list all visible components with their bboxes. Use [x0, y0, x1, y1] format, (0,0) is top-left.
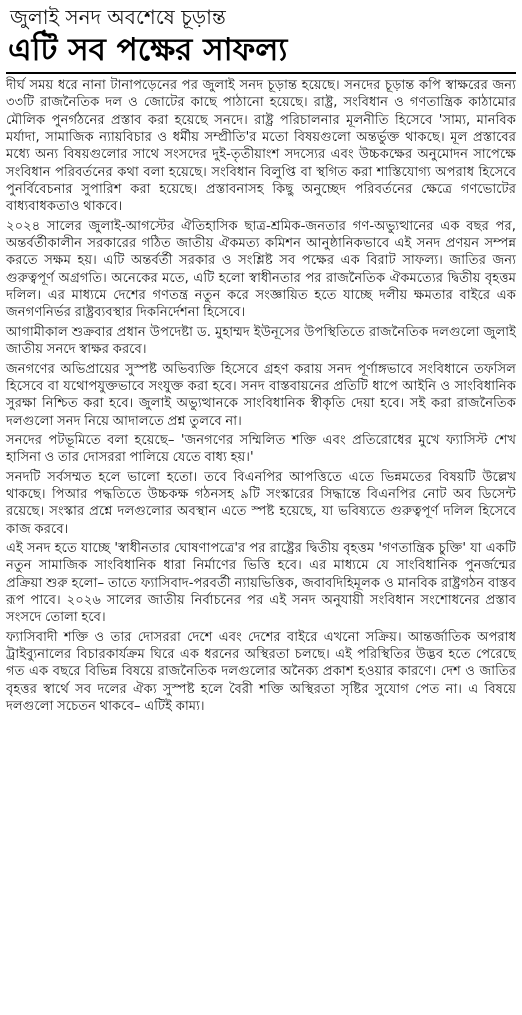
article-paragraph-1: দীর্ঘ সময় ধরে নানা টানাপড়েনের পর জুলাই সনদ চূড়ান্ত হয়েছে। সনদের চূড়ান্ত কপি স্বাক্ষরের জন্য ৩৩টি রাজনৈতিক দল ও জোটের কাছে পাঠানো হয়েছে। রাষ্ট্র, সংবিধান ও গণতান্ত্রিক কাঠামোর মৌলিক পুনর্গঠনের প্রস্তাব করা হয়েছে সনদে। রাষ্ট্র পরিচালনার মূলনীতি হিসেবে 'সাম্য, মানবিক মর্যাদা, সামাজিক ন্যায়বিচার ও ধর্মীয় সম্প্রীতি'র মতো বিষয়গুলো অন্তর্ভুক্ত থাকছে। মূল প্রস্তাবের মধ্যে অন্য বিষয়গুলোর সাথে সংসদের দুই-তৃতীয়াংশ সদস্যের এবং উচ্চকক্ষের অনুমোদন সাপেক্ষে সংবিধান পরিবর্তনের কথা বলা হয়েছে। সংবিধান বিলুপ্তি বা স্থগিত করা শাস্তিযোগ্য অপরাধ হিসেবে পুনর্বিবেচনার সুপারিশ করা হয়েছে। প্রস্তাবনাসহ কিছু অনুচ্ছেদ পরিবর্তনের ক্ষেত্রে গণভোটের বাধ্যবাধকতাও থাকবে। [6, 78, 516, 215]
headline-divider [6, 72, 516, 74]
article-paragraph-6: সনদটি সর্বসম্মত হলে ভালো হতো। তবে বিএনপির আপত্তিতে এতে ভিন্নমতের বিষয়টি উল্লেখ থাকছে। পিআর পদ্ধতিতে উচ্চকক্ষ গঠনসহ ৯টি সংস্কারের সিদ্ধান্তে বিএনপির নোট অব ডিসেন্ট রয়েছে। সংস্কার প্রশ্নে দলগুলোর অবস্থান এতে স্পষ্ট হয়েছে, যা ভবিষ্যতে গুরুত্বপূর্ণ দলিল হিসেবে কাজ করবে। [6, 469, 516, 537]
article-paragraph-3: আগামীকাল শুক্রবার প্রধান উপদেষ্টা ড. মুহাম্মদ ইউনূসের উপস্থিতিতে রাজনৈতিক দলগুলো জুলাই জাতীয় সনদে স্বাক্ষর করবে। [6, 324, 516, 358]
article-paragraph-8: ফ্যাসিবাদী শক্তি ও তার দোসররা দেশে এবং দেশের বাইরে এখনো সক্রিয়। আন্তর্জাতিক অপরাধ ট্রাইব্যুনালের বিচারকার্যক্রম ঘিরে এক ধরনের অস্থিরতা চলছে। এই পরিস্থিতির উদ্ভব হতে পেরেছে গত এক বছরে বিভিন্ন বিষয়ে রাজনৈতিক দলগুলোর অনৈক্য প্রকাশ হওয়ার কারণে। দেশ ও জাতির বৃহত্তর স্বার্থে সব দলের ঐক্য সুস্পষ্ট হলে বৈরী শক্তি অস্থিরতা সৃষ্টির সুযোগ পেত না। এ বিষয়ে দলগুলো সচেতন থাকবে– এটিই কাম্য। [6, 629, 516, 715]
article-kicker: জুলাই সনদ অবশেষে চূড়ান্ত [10, 5, 226, 29]
article-paragraph-7: এই সনদ হতে যাচ্ছে 'স্বাধীনতার ঘোষণাপত্রে'র পর রাষ্ট্রের দ্বিতীয় বৃহত্তম 'গণতান্ত্রিক চুক্তি' যা একটি নতুন সামাজিক সাংবিধানিক ধারা নির্মাণের ভিত্তি হবে। এর মাধ্যমে যে সাংবিধানিক পুনর্জন্মের প্রক্রিয়া শুরু হলো– তাতে ফ্যাসিবাদ-পরবর্তী ন্যায়ভিত্তিক, জবাবদিহিমূলক ও মানবিক রাষ্ট্রগঠন বাস্তব রূপ পাবে। ২০২৬ সালের জাতীয় নির্বাচনের পর এই সনদ অনুযায়ী সংবিধান সংশোধনের প্রস্তাব সংসদে তোলা হবে। [6, 540, 516, 626]
article-body [6, 77, 516, 715]
article-headline: এটি সব পক্ষের সাফল্য [8, 32, 288, 68]
article-paragraph-2: ২০২৪ সালের জুলাই-আগস্টের ঐতিহাসিক ছাত্র-শ্রমিক-জনতার গণ-অভ্যুত্থানের এক বছর পর, অন্তর্বর্তীকালীন সরকারের গঠিত জাতীয় ঐকমত্য কমিশন আনুষ্ঠানিকভাবে এই সনদ প্রণয়ন সম্পন্ন করতে সক্ষম হয়। এটি অন্তর্বর্তী সরকার ও সংশ্লিষ্ট সব পক্ষের এক বিরাট সাফল্য। জাতির জন্য গুরুত্বপূর্ণ অগ্রগতি। অনেকের মতে, এটি হলো স্বাধীনতার পর রাজনৈতিক ঐকমত্যের দ্বিতীয় বৃহত্তম দলিল। এর মাধ্যমে দেশের গণতন্ত্র নতুন করে সংজ্ঞায়িত হতে যাচ্ছে দলীয় ক্ষমতার বাইরে এক জনগণনির্ভর রাষ্ট্রব্যবস্থার দিকনির্দেশনা হিসেবে। [6, 218, 516, 321]
article-paragraph-4: জনগণের অভিপ্রায়ের সুস্পষ্ট অভিব্যক্তি হিসেবে গ্রহণ করায় সনদ পূর্ণাঙ্গভাবে সংবিধানে তফসিল হিসেবে বা যথোপযুক্তভাবে সংযুক্ত করা হবে। সনদ বাস্তবায়নের প্রতিটি ধাপে আইনি ও সাংবিধানিক সুরক্ষা নিশ্চিত করা হবে। জুলাই অভ্যুত্থানকে সাংবিধানিক স্বীকৃতি দেয়া হবে। সই করা রাজনৈতিক দলগুলো সনদ নিয়ে আদালতে প্রশ্ন তুলবে না। [6, 361, 516, 429]
article-paragraph-5: সনদের পটভূমিতে বলা হয়েছে– 'জনগণের সম্মিলিত শক্তি এবং প্রতিরোধের মুখে ফ্যাসিস্ট শেখ হাসিনা ও তার দোসররা পালিয়ে যেতে বাধ্য হয়।' [6, 432, 516, 466]
